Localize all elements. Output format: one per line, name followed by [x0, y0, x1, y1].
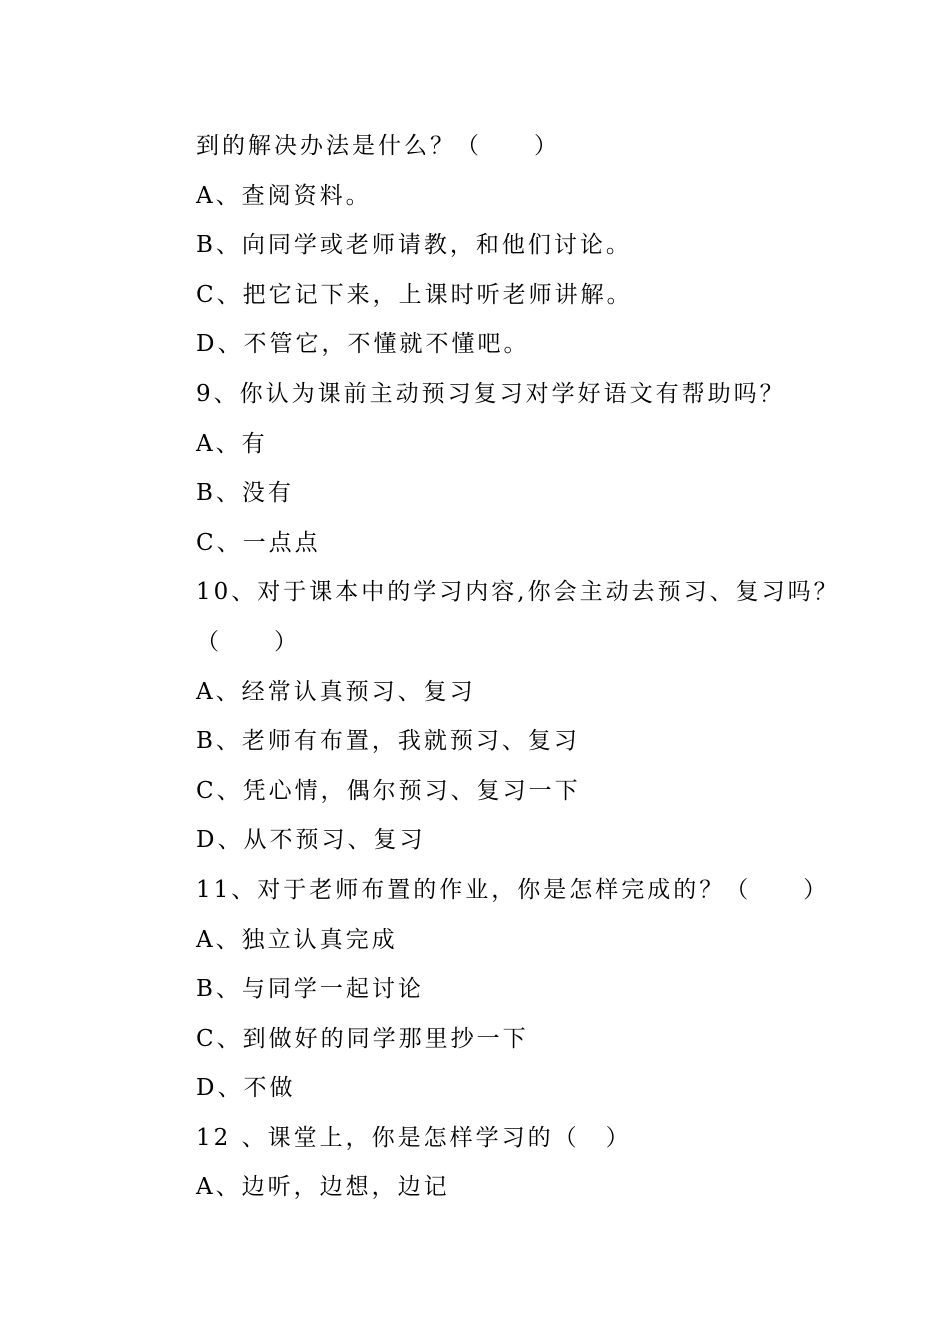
q11-option-b: B、与同学一起讨论	[196, 976, 424, 1003]
q10-option-c: C、凭心情，偶尔预习、复习一下	[196, 777, 581, 804]
questionnaire-text	[196, 122, 840, 1213]
q8-option-a: A、查阅资料。	[196, 182, 372, 209]
question-12: 12 、课堂上，你是怎样学习的（ ）	[196, 1124, 632, 1151]
q10-option-a: A、经常认真预习、复习	[196, 678, 476, 705]
q11-option-a: A、独立认真完成	[196, 926, 398, 953]
q11-option-c: C、到做好的同学那里抄一下	[196, 1025, 529, 1052]
q9-option-b: B、没有	[196, 480, 294, 507]
question-10-answer-blank: （ ）	[196, 628, 300, 655]
q12-option-a: A、边听，边想，边记	[196, 1174, 450, 1201]
question-11: 11、对于老师布置的作业，你是怎样完成的？（ ）	[196, 876, 830, 903]
question-8-continuation: 到的解决办法是什么？（ ）	[196, 133, 560, 159]
q8-option-b: B、向同学或老师请教，和他们讨论。	[196, 232, 632, 259]
question-10: 10、对于课本中的学习内容,你会主动去预习、复习吗？	[196, 579, 840, 606]
q11-option-d: D、不做	[196, 1075, 296, 1102]
question-9: 9、你认为课前主动预习复习对学好语文有帮助吗？	[196, 380, 786, 407]
q8-option-c: C、把它记下来，上课时听老师讲解。	[196, 281, 633, 308]
q8-option-d: D、不管它，不懂就不懂吧。	[196, 331, 530, 358]
q10-option-d: D、从不预习、复习	[196, 827, 426, 854]
q10-option-b: B、老师有布置，我就预习、复习	[196, 728, 580, 755]
q9-option-a: A、有	[196, 430, 268, 457]
q9-option-c: C、一点点	[196, 529, 321, 556]
